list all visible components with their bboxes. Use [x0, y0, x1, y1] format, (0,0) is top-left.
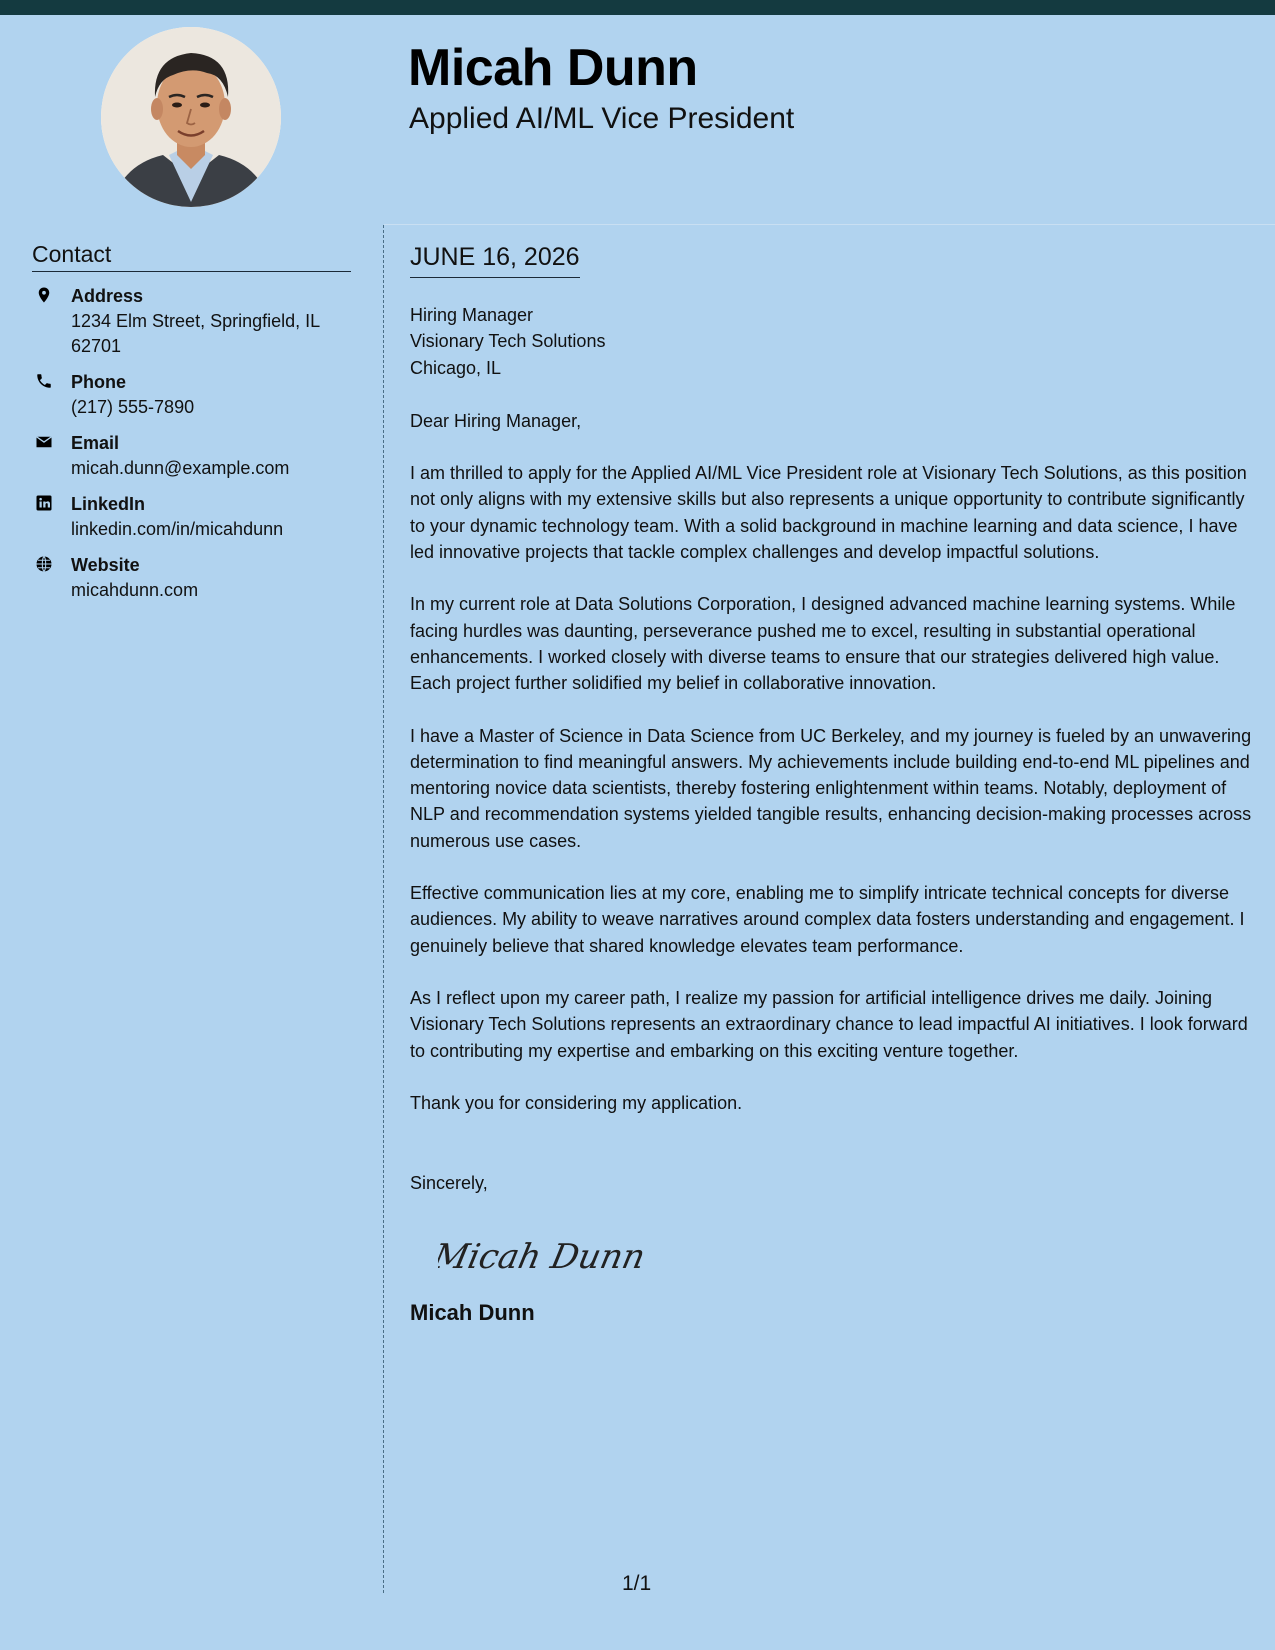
letter-paragraph: As I reflect upon my career path, I realize my passion for artificial intelligence drives me daily. Joining Visionary Tech Solutions represents an extraordinary chance to lead impactful AI initiatives. I look forward to contributing my expertise and embarking on this exciting venture together.	[410, 987, 1248, 1061]
candidate-job-title: Applied AI/ML Vice President	[409, 102, 795, 135]
column-divider	[383, 225, 384, 1593]
recipient-line: Hiring Manager	[410, 305, 534, 325]
candidate-name: Micah Dunn	[408, 39, 698, 97]
map-pin-icon	[35, 286, 53, 304]
letter-paragraph: I am thrilled to apply for the Applied AI/ML Vice President role at Visionary Tech Solutions, as this position not only aligns with my extensive skills but also represents a unique opportunity to contribute significantly to your dynamic technology team. With a solid background in machine learning and data science, I have led innovative projects that tackle complex challenges and develop impactful solutions.	[410, 463, 1247, 563]
address-value: 1234 Elm Street, Springfield, IL 62701	[71, 311, 320, 356]
svg-text:Micah Dunn: Micah Dunn	[438, 1237, 649, 1278]
contact-list	[32, 284, 352, 614]
letter-paragraph: I have a Master of Science in Data Science from UC Berkeley, and my journey is fueled by an unwavering determination to find meaningful answers. My achievements include building end-to-end ML pipelines and mentoring novice data scientists, thereby fostering enlightenment within teams. Notably, deployment of NLP and recommendation systems yielded tangible results, enhancing decision-making processes across numerous use cases.	[410, 725, 1252, 851]
website-value[interactable]: micahdunn.com	[71, 580, 199, 600]
linkedin-icon	[35, 494, 53, 512]
handwritten-signature	[438, 1228, 1255, 1288]
linkedin-value[interactable]: linkedin.com/in/micahdunn	[71, 519, 284, 539]
closing: Sincerely,	[410, 1173, 488, 1194]
letter-body	[410, 302, 1255, 1327]
envelope-icon	[35, 433, 53, 451]
contact-label: Phone	[71, 372, 127, 392]
contact-item-address	[32, 284, 352, 359]
letter-date: JUNE 16, 2026	[410, 244, 580, 278]
contact-label: Email	[71, 433, 120, 453]
contact-label: Address	[71, 286, 144, 306]
recipient-block	[410, 302, 1255, 381]
recipient-line: Chicago, IL	[410, 357, 502, 378]
email-value[interactable]: micah.dunn@example.com	[71, 458, 290, 478]
letter-paragraph: Effective communication lies at my core, enabling me to simplify intricate technical concepts for diverse audiences. My ability to weave narratives around complex data fosters understanding and engagement. I genuinely believe that shared knowledge elevates team performance.	[410, 883, 1245, 956]
phone-value: (217) 555-7890	[71, 397, 195, 417]
contact-item-email	[32, 431, 352, 481]
contact-item-linkedin	[32, 492, 352, 542]
letter-paragraph: Thank you for considering my application.	[410, 1092, 743, 1113]
recipient-line: Visionary Tech Solutions	[410, 331, 606, 352]
contact-item-phone	[32, 370, 352, 420]
contact-heading: Contact	[32, 241, 351, 272]
salutation: Dear Hiring Manager,	[410, 410, 582, 431]
contact-item-website	[32, 553, 352, 603]
signer-name: Micah Dunn	[410, 1300, 535, 1326]
contact-label: LinkedIn	[71, 494, 146, 514]
profile-photo	[101, 27, 281, 207]
header-divider	[384, 224, 1275, 225]
page-number: 1/1	[622, 1572, 652, 1595]
contact-label: Website	[71, 555, 140, 575]
top-accent-bar	[0, 0, 1275, 15]
globe-icon	[35, 555, 53, 573]
letter-paragraph: In my current role at Data Solutions Corporation, I designed advanced machine learning systems. While facing hurdles was daunting, perseverance pushed me to excel, resulting in substantial operational enhancements. I worked closely with diverse teams to ensure that our strategies delivered high value. Each project further solidified my belief in collaborative innovation.	[410, 594, 1236, 694]
phone-icon	[35, 372, 53, 390]
